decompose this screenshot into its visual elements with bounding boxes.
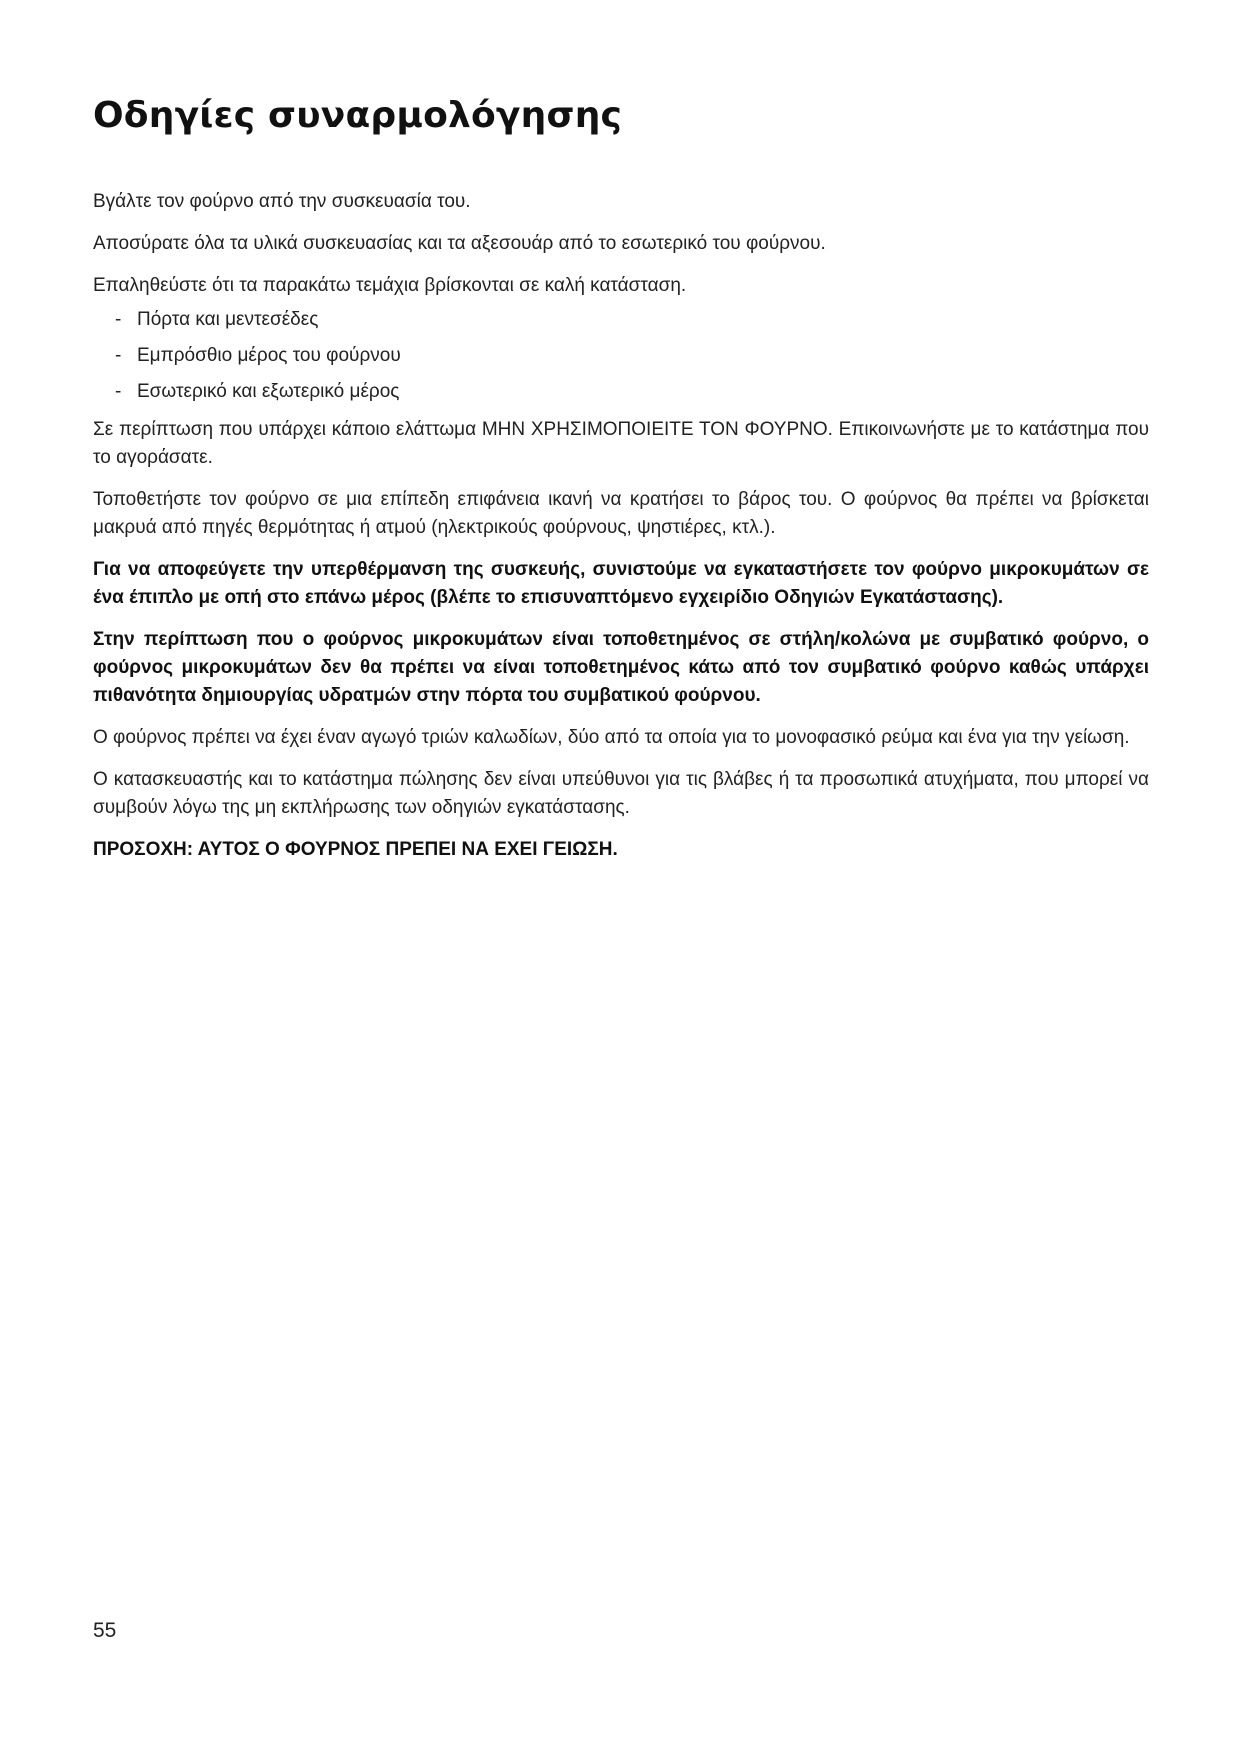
paragraph-liability: Ο κατασκευαστής και το κατάστημα πώλησης δεν είναι υπεύθυνοι για τις βλάβες ή τα προσωπικά ατυχήματα, που μπορεί να συμβούν λόγω της μη εκπλήρωσης των οδηγιών εγκατάστασης. [93, 769, 1149, 818]
list-bullet: - [115, 309, 122, 330]
paragraph-column-install-note: Στην περίπτωση που ο φούρνος μικροκυμάτων είναι τοποθετημένος σε στήλη/κολώνα με συμβατικό φούρνο, ο φούρνος μικροκυμάτων δεν θα πρέπει να είναι τοποθετημένος κάτω από τον συμβατικό φούρνο καθώς υπάρχει πιθανότητα δημιουργίας υδρατμών στην πόρτα του συμβατικού φούρνου. [93, 629, 1149, 706]
paragraph-remove-packaging: Αποσύρατε όλα τα υλικά συσκευασίας και τα αξεσουάρ από το εσωτερικό του φούρνου. [93, 233, 826, 254]
page-number: 55 [93, 1619, 117, 1642]
paragraph-verify-parts: Επαληθεύστε ότι τα παρακάτω τεμάχια βρίσκονται σε καλή κατάσταση. [93, 275, 687, 296]
paragraph-placement: Τοποθετήστε τον φούρνο σε μια επίπεδη επιφάνεια ικανή να κρατήσει το βάρος του. Ο φούρνος θα πρέπει να βρίσκεται μακρυά από πηγές θερμότητας ή ατμού (ηλεκτρικούς φούρνους, ψηστιέρες, κτλ.). [93, 489, 1149, 538]
list-item-text: Πόρτα και μεντεσέδες [137, 309, 319, 330]
page-title: Οδηγίες συναρμολόγησης [93, 95, 623, 136]
list-bullet: - [115, 345, 122, 366]
paragraph-defect-warning: Σε περίπτωση που υπάρχει κάποιο ελάττωμα ΜΗΝ ΧΡΗΣΙΜΟΠΟΙΕΙΤΕ ΤΟΝ ΦΟΥΡΝΟ. Επικοινωνήστε με το κατάστημα που το αγοράσατε. [93, 419, 1149, 468]
list-item-text: Εσωτερικό και εξωτερικό μέρος [137, 381, 400, 402]
paragraph-overheating-note: Για να αποφεύγετε την υπερθέρμανση της συσκευής, συνιστούμε να εγκαταστήσετε τον φούρνο μικροκυμάτων σε ένα έπιπλο με οπή στο επάνω μέρος (βλέπε το επισυναπτόμενο εγχειρίδιο Οδηγιών Εγκατάστασης). [93, 559, 1149, 608]
list-item [115, 342, 1149, 370]
list-item [115, 378, 1149, 406]
document-body [93, 188, 1149, 864]
paragraph-wiring: Ο φούρνος πρέπει να έχει έναν αγωγό τριών καλωδίων, δύο από τα οποία για το μονοφασικό ρεύμα και ένα για την γείωση. [93, 727, 1130, 748]
paragraph-grounding-warning: ΠΡΟΣΟΧΗ: ΑΥΤΟΣ Ο ΦΟΥΡΝΟΣ ΠΡΕΠΕΙ ΝΑ ΕΧΕΙ ΓΕΙΩΣΗ. [93, 839, 618, 860]
list-item-text: Εμπρόσθιο μέρος του φούρνου [137, 345, 401, 366]
list-item [115, 306, 1149, 334]
parts-checklist [93, 306, 1149, 406]
document-page [93, 92, 1149, 878]
paragraph-unpack: Βγάλτε τον φούρνο από την συσκευασία του. [93, 191, 471, 212]
list-bullet: - [115, 381, 122, 402]
